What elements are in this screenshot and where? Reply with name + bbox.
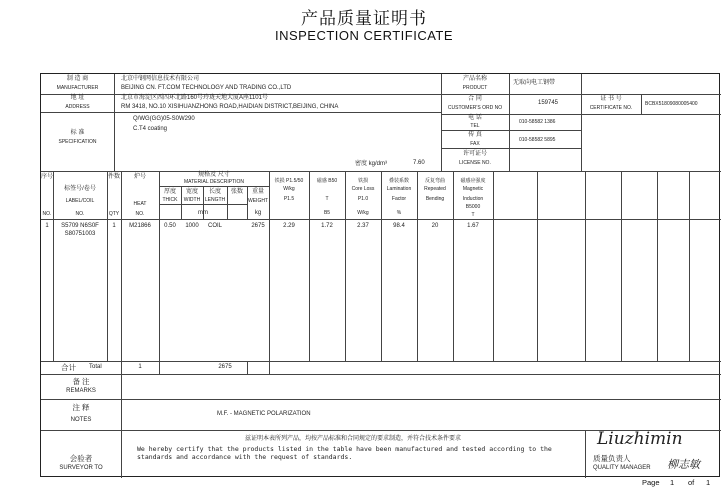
col4-header-a: 叠装系数 <box>388 178 409 184</box>
col6-header-b: Magnetic <box>462 186 484 192</box>
surveyor-label-cn: 会验者 <box>69 454 93 463</box>
tel-value: 010-58582 1386 <box>519 119 556 125</box>
page-number: 1 <box>670 478 675 487</box>
col1-header-c: P1.5 <box>283 196 295 202</box>
quality-manager-label-cn: 质量负责人 <box>593 454 631 463</box>
row-width: 1000 <box>185 223 199 229</box>
col4-header-b: Lamination <box>386 186 412 192</box>
spec-label-cn: 标 准 <box>70 130 85 136</box>
length-label-en: LENGTH <box>204 197 226 203</box>
col5-header-a: 反复弯曲 <box>424 178 445 184</box>
label-col-cn: 标签号/卷号 <box>64 186 96 192</box>
row-value-3: 2.37 <box>357 223 369 229</box>
thick-label-cn: 厚度 <box>163 189 176 195</box>
spec-label-en: SPECIFICATION <box>58 139 97 145</box>
title-cn: 产品质量证明书 <box>301 9 427 29</box>
qty-label-cn: 件数 <box>107 174 120 180</box>
customer-order-value: 159745 <box>538 100 559 106</box>
col5-header-c: Bending <box>425 196 445 202</box>
tel-label-en: TEL <box>470 123 480 129</box>
fax-label-en: FAX <box>470 141 480 147</box>
address-cn: 北京市海淀区西四环北路160号玲珑天地大厦A座1101号 <box>121 95 268 101</box>
total-top-line <box>41 361 721 362</box>
product-label-en: PRODUCT <box>462 85 488 91</box>
certificate-label-cn: 证 书 号 <box>600 96 622 102</box>
total-label-cn: 合计 <box>61 363 76 372</box>
width-label-cn: 宽度 <box>185 189 198 195</box>
qty-label-en: QTY <box>108 211 120 217</box>
manufacturer-label-en: MANUFACTURER <box>56 85 99 91</box>
quality-manager-label-en: QUALITY MANAGER <box>593 465 651 471</box>
row-thick: 0.50 <box>164 223 176 229</box>
customer-order-label-cn: 合 同 <box>468 96 482 102</box>
manufacturer-label-cn: 制 造 商 <box>66 76 89 82</box>
col6-header-c: Induction <box>462 196 484 202</box>
col6-header-d: B5000 <box>465 204 481 210</box>
col5-header-b: Repeated <box>424 186 446 192</box>
fax-label-cn: 传 真 <box>468 132 482 138</box>
customer-order-label-en: CUSTOMER'S ORD NO <box>447 105 503 111</box>
page-count: 1 <box>706 478 711 487</box>
row-length: COIL <box>207 223 222 229</box>
page-label: Page <box>642 478 660 487</box>
row-heat: M21866 <box>129 223 151 229</box>
row-label-1: S5709 N6S0F <box>61 223 99 229</box>
label-col-en: LABEL/COIL <box>65 198 95 204</box>
address-en: RM 3418, NO.10 XISIHUANZHONG ROAD,HAIDIAN DISTRICT,BEIJING, CHINA <box>121 104 339 110</box>
seq-label-en: NO. <box>42 211 52 217</box>
col4-header-d: % <box>396 210 402 216</box>
fax-value: 010-58582 5895 <box>519 137 556 143</box>
length-label-cn: 长度 <box>208 189 221 195</box>
notes-label-cn: 注 释 <box>72 403 90 412</box>
width-label-en: WIDTH <box>183 197 201 203</box>
manufacturer-en: BEIJING CN. FT.COM TECHNOLOGY AND TRADING CO.,LTD <box>121 85 292 91</box>
title-en: INSPECTION CERTIFICATE <box>274 28 454 43</box>
row-value-1: 2.29 <box>283 223 295 229</box>
certificate-sheet <box>40 73 720 477</box>
notes-text: M.F. - MAGNETIC POLARIZATION <box>217 411 311 417</box>
certify-text-cn: 兹证明本表所列产品，均按产品标准和合同规定的要求制造，并符合技术条件要求 <box>244 436 461 442</box>
col6-header-a: 磁感应强度 <box>460 178 486 184</box>
weight-label-cn: 重量 <box>251 189 264 195</box>
thick-label-en: THICK <box>162 197 178 203</box>
spec-line-1: Q/WG(GG)05-S0W290 <box>133 116 195 122</box>
density-label: 密度 kg/dm³ <box>355 161 388 167</box>
certify-text-en-2: standards and accordance with the request of standards. <box>137 453 353 461</box>
notes-label-en: NOTES <box>70 417 92 423</box>
product-value: 无取向电工钢带 <box>513 80 556 86</box>
col6-header-e: T <box>471 212 475 218</box>
manufacturer-cn: 北京中钢网信息技术有限公司 <box>121 76 200 82</box>
address-label-cn: 地 址 <box>70 95 85 101</box>
product-label-cn: 产品名称 <box>462 76 487 82</box>
row-value-6: 1.67 <box>467 223 479 229</box>
col3-header-d: W/kg <box>357 210 369 216</box>
surveyor-label-en: SURVEYOR TO <box>59 465 103 471</box>
remarks-label-cn: 备 注 <box>72 377 90 386</box>
of-label: of <box>688 478 695 487</box>
row-no: 1 <box>45 223 49 229</box>
certificate-value: BCBX51809080005400 <box>645 101 698 107</box>
col3-header-a: 铁损 <box>357 178 368 184</box>
density-value: 7.60 <box>413 160 425 166</box>
row-value-4: 98.4 <box>393 223 405 229</box>
row-value-2: 1.72 <box>321 223 333 229</box>
weight-label-en: WEIGHT <box>248 198 268 204</box>
heat-label-en: HEAT <box>133 201 147 207</box>
seq-label-cn: 序号 <box>41 174 54 180</box>
kg-unit: kg <box>254 210 262 216</box>
certificate-label-en: CERTIFICATE NO. <box>589 105 633 111</box>
tel-label-cn: 电 话 <box>468 115 482 121</box>
row-weight: 2675 <box>251 223 265 229</box>
material-label-cn: 规格及 尺寸 <box>198 172 230 178</box>
count-label-cn: 张数 <box>230 189 243 195</box>
row-value-5: 20 <box>431 223 439 229</box>
license-label-en: LICENSE NO. <box>459 160 491 166</box>
certify-text-en-1: We hereby certify that the products listed in the table have been manufactured and tested according to the <box>137 445 552 453</box>
quality-manager-stamp: 柳志敏 <box>667 458 700 471</box>
material-label-en: MATERIAL DESCRIPTION <box>183 179 244 185</box>
remarks-label-en: REMARKS <box>66 388 96 394</box>
quality-manager-signature: Liuzhimin <box>597 429 683 449</box>
heat-label-en2: NO. <box>135 211 145 217</box>
mm-unit: mm <box>198 210 208 216</box>
row-qty: 1 <box>112 223 116 229</box>
col1-header-a: 铁损 P1.5/50 <box>274 178 304 184</box>
col1-header-b: W/kg <box>283 186 295 192</box>
total-label-en: Total <box>89 364 102 370</box>
col2-header-b: T <box>325 196 329 202</box>
col4-header-c: Factor <box>391 196 407 202</box>
heat-label-cn: 炉号 <box>133 174 146 180</box>
address-label-en: ADDRESS <box>65 104 90 110</box>
license-label-cn: 许可证号 <box>462 151 487 157</box>
total-qty: 1 <box>138 364 142 370</box>
col3-header-c: P1.0 <box>357 196 369 202</box>
col2-header-c: B5 <box>323 210 331 216</box>
spec-line-2: C.T4 coating <box>133 126 168 132</box>
col2-header-a: 磁感 B50 <box>316 178 338 184</box>
row-label-2: S80751003 <box>64 231 96 237</box>
total-weight: 2675 <box>218 364 232 370</box>
label-col-en2: NO. <box>75 211 85 217</box>
col3-header-b: Core Loss <box>351 186 375 192</box>
